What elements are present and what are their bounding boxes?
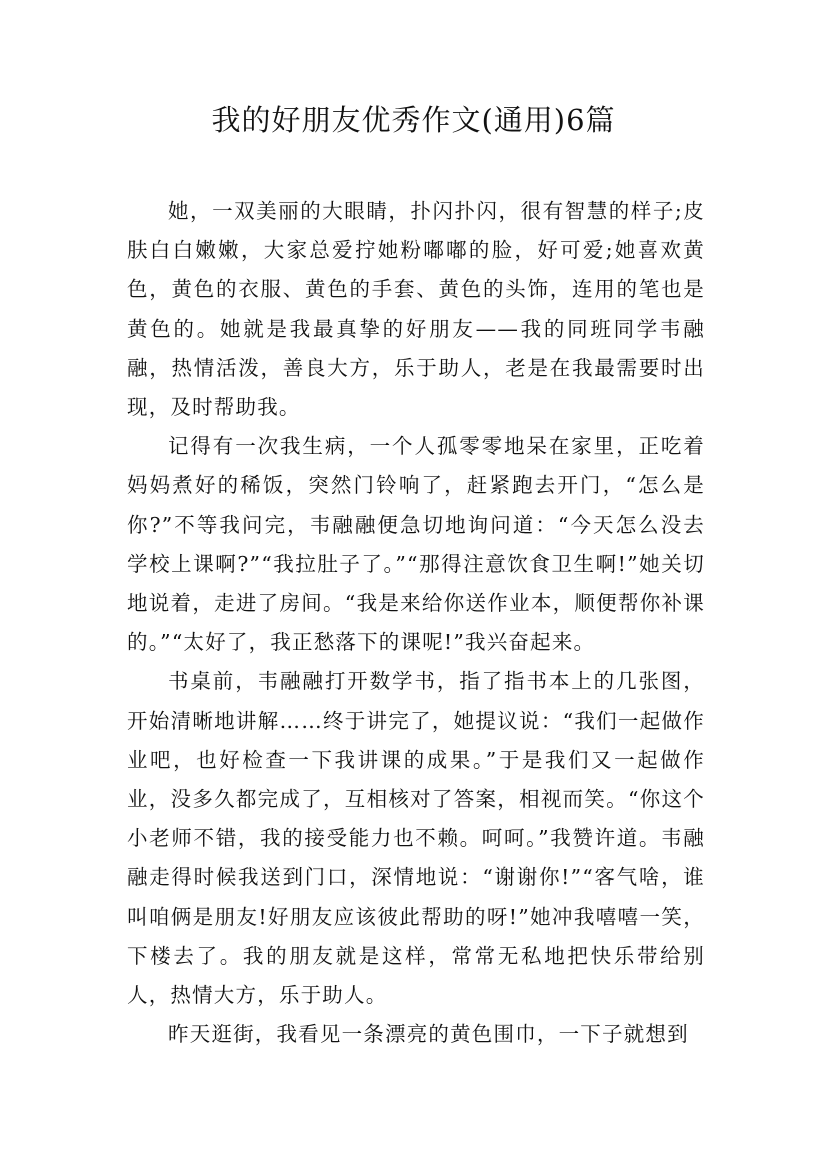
document-title: 我的好朋友优秀作文(通用)6篇 xyxy=(211,103,616,137)
paragraph-4: 昨天逛街，我看见一条漂亮的黄色围巾，一下子就想到 xyxy=(168,1022,689,1047)
paragraph-1: 她，一双美丽的大眼睛，扑闪扑闪，很有智慧的样子;皮肤白白嫩嫩，大家总爱拧她粉嘟嘟的脸，好可爱;她喜欢黄色，黄色的衣服、黄色的手套、黄色的头饰，连用的笔也是黄色的。她就是我最真挚的好朋友——我的同班同学韦融融，热情活泼，善良大方，乐于助人，老是在我最需要时出现，及时帮助我。 xyxy=(127,199,705,420)
document-body xyxy=(127,192,705,1054)
paragraph-3: 书桌前，韦融融打开数学书，指了指书本上的几张图，开始清晰地讲解……终于讲完了，她提议说：“我们一起做作业吧，也好检查一下我讲课的成果。”于是我们又一起做作业，没多久都完成了，互相核对了答案，相视而笑。“你这个小老师不错，我的接受能力也不赖。呵呵。”我赞许道。韦融融走得时候我送到门口，深情地说：“谢谢你!”“客气啥，谁叫咱俩是朋友!好朋友应该彼此帮助的呀!”她冲我嘻嘻一笑，下楼去了。我的朋友就是这样，常常无私地把快乐带给别人，热情大方，乐于助人。 xyxy=(127,669,705,1008)
paragraph-2: 记得有一次我生病，一个人孤零零地呆在家里，正吃着妈妈煮好的稀饭，突然门铃响了，赶紧跑去开门，“怎么是你?”不等我问完，韦融融便急切地询问道：“今天怎么没去学校上课啊?”“我拉肚子了。”“那得注意饮食卫生啊!”她关切地说着，走进了房间。“我是来给你送作业本，顺便帮你补课的。”“太好了，我正愁落下的课呢!”我兴奋起来。 xyxy=(127,434,705,655)
